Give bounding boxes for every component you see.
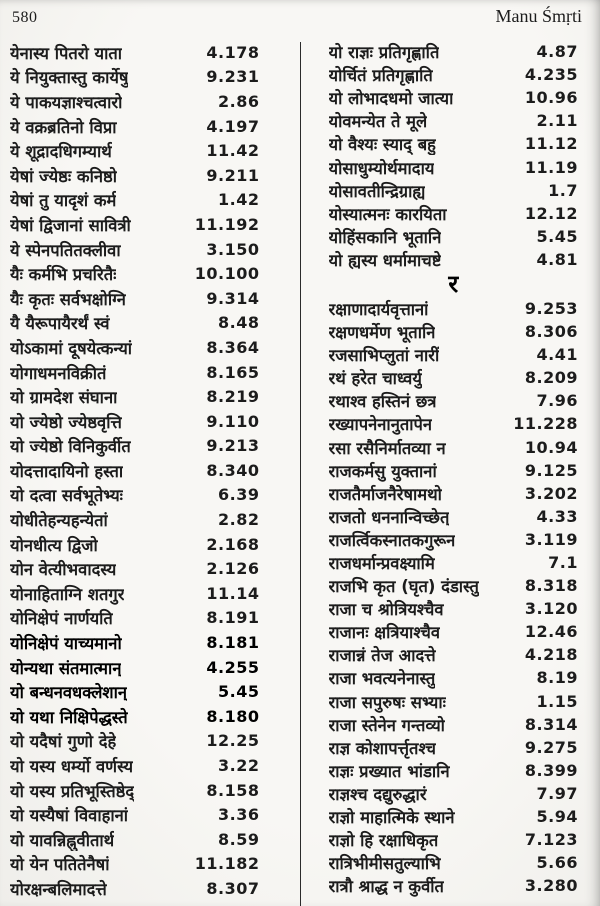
entry-term: योऽकामां दूषयेत्कन्यां (10, 338, 133, 358)
entry-term: यो येन पतितेनैषां (10, 855, 110, 875)
entry-verse-ref: 8.318 (524, 576, 578, 596)
entry-verse-ref: 3.150 (206, 239, 260, 259)
entry-verse-ref: 7.1 (548, 553, 578, 573)
index-entry (329, 343, 579, 366)
index-entry (329, 620, 579, 643)
entry-verse-ref: 5.45 (218, 682, 260, 702)
index-entry (10, 458, 260, 483)
index-entry (329, 320, 579, 343)
entry-term: राजधर्मान्प्रवक्ष्यामि (328, 554, 435, 574)
index-column-left (0, 36, 300, 906)
entry-verse-ref: 8.165 (206, 362, 260, 382)
entry-verse-ref: 11.228 (513, 414, 578, 434)
index-entry (10, 704, 260, 729)
entry-verse-ref: 8.48 (218, 313, 260, 333)
entry-verse-ref: 12.12 (524, 203, 578, 223)
entry-term: राजा भवत्यनेनास्तु (328, 669, 436, 689)
entry-verse-ref: 8.307 (206, 878, 260, 898)
entry-verse-ref: 10.96 (524, 88, 578, 108)
entry-verse-ref: 3.202 (524, 483, 578, 503)
entry-verse-ref: 12.25 (206, 731, 260, 751)
entry-verse-ref: 2.168 (206, 534, 260, 554)
entry-term: यो यस्यैषां विवाहानां (10, 806, 129, 826)
entry-verse-ref: 2.86 (218, 91, 260, 111)
index-entry (10, 507, 260, 532)
entry-verse-ref: 9.211 (206, 165, 260, 185)
entry-term: रथं हरेत चाध्वर्यु (328, 369, 422, 389)
index-entry (329, 412, 579, 435)
entry-verse-ref: 10.100 (194, 264, 260, 284)
entry-term: योस्यात्मनः कारयिता (328, 204, 447, 224)
index-entry (10, 237, 260, 262)
index-entry (10, 188, 260, 213)
entry-term: यो यस्य धर्म्यो वर्णस्य (10, 757, 134, 777)
entry-verse-ref: 3.36 (218, 805, 260, 825)
index-entry (10, 261, 260, 286)
index-entry (329, 86, 579, 109)
entry-term: योन वेत्यीभवादस्य (10, 560, 117, 580)
entry-verse-ref: 11.19 (524, 157, 578, 177)
entry-verse-ref: 8.219 (206, 387, 260, 407)
entry-term: यैः कृतः सर्वभक्षोग्नि (10, 289, 126, 309)
entry-term: राजानः क्षत्रियाश्चैव (328, 623, 440, 643)
entry-term: राज्ञ कोशापर्त्तृतश्च (328, 738, 436, 758)
index-entry (329, 155, 579, 178)
entry-term: राज्ञो हि रक्षाधिकृत (328, 831, 439, 851)
index-entry (329, 666, 579, 689)
index-entry (10, 163, 260, 188)
index-entry (10, 876, 260, 901)
entry-term: येषां तु यादृशं कर्म (10, 191, 117, 211)
index-entry (329, 225, 579, 248)
entry-term: राजा सपुरुषः सभ्याः (328, 692, 446, 712)
entry-verse-ref: 3.120 (524, 599, 578, 619)
index-entry (329, 643, 579, 666)
index-entry (329, 179, 579, 202)
index-entry (329, 63, 579, 86)
entry-term: ये पाकयज्ञाश्चत्वारो (10, 92, 123, 112)
entry-verse-ref: 9.110 (206, 411, 260, 431)
entry-verse-ref: 8.191 (206, 608, 260, 628)
entry-term: राज्ञश्च दद्युरुद्धारं (328, 784, 427, 804)
index-entry (10, 286, 260, 311)
entry-term: रक्षणधर्मेण भूतानि (328, 323, 436, 343)
index-entry (10, 753, 260, 778)
entry-term: रात्रौ श्राद्ध न कुर्वीत (328, 877, 444, 897)
index-entry (329, 574, 579, 597)
entry-verse-ref: 4.41 (536, 345, 578, 365)
entry-verse-ref: 7.96 (536, 391, 578, 411)
index-entry (329, 690, 579, 713)
index-entry (329, 132, 579, 155)
index-entry (329, 202, 579, 225)
entry-term: राज्ञो माहात्मिके स्थाने (328, 808, 455, 828)
index-entry (329, 459, 579, 482)
entry-verse-ref: 1.15 (536, 691, 578, 711)
entry-verse-ref: 9.253 (524, 298, 578, 318)
entry-verse-ref: 12.46 (524, 622, 578, 642)
entry-term: योन्यथा संतमात्मान् (10, 658, 122, 678)
entry-term: योदत्तादायिनो हस्ता (10, 461, 124, 481)
entry-term: योर्चितं प्रतिगृह्णाति (328, 66, 433, 86)
entry-term: योनिक्षेपं नार्णयति (10, 609, 113, 629)
entry-term: येषां द्विजानां सावित्री (10, 215, 131, 235)
entry-term: योनाहिताग्नि शतगुर (10, 584, 125, 604)
index-entry (10, 556, 260, 581)
entry-term: यो बन्धनवधक्लेशान् (10, 683, 128, 703)
entry-verse-ref: 11.12 (524, 134, 578, 154)
entry-term: रथाश्व हस्तिनं छत्र (328, 392, 437, 412)
entry-term: राजभि कृत (घृत) दंडास्तु (328, 577, 479, 597)
entry-term: योसाधुम्योर्थमादाय (328, 158, 435, 178)
entry-verse-ref: 7.123 (524, 830, 578, 850)
entry-verse-ref: 11.182 (194, 854, 260, 874)
index-columns (0, 36, 600, 906)
entry-term: राजतैर्माजनैरेषामथो (328, 484, 442, 504)
index-entry (10, 778, 260, 803)
book-title: Manu Śmṛti (495, 6, 582, 26)
entry-verse-ref: 3.22 (218, 756, 260, 776)
entry-verse-ref: 8.181 (206, 633, 260, 653)
index-entry (10, 114, 260, 139)
index-entry (10, 434, 260, 459)
entry-term: यो ग्रामदेश संघाना (10, 388, 118, 408)
entry-term: रजसाभिप्लुतां नारीं (328, 346, 440, 366)
entry-verse-ref: 4.218 (524, 645, 578, 665)
entry-verse-ref: 6.39 (218, 485, 260, 505)
entry-verse-ref: 8.364 (206, 337, 260, 357)
index-entry (10, 852, 260, 877)
entry-verse-ref: 8.59 (218, 829, 260, 849)
index-entry (10, 384, 260, 409)
entry-term: रात्रिभीमीसतुल्याभि (328, 854, 441, 874)
index-entry (329, 366, 579, 389)
entry-term: योधीतेहन्यहन्येतां (10, 511, 108, 531)
index-entry (329, 851, 579, 874)
entry-term: योगाधमनविक्रीतं (10, 363, 107, 383)
index-entry (10, 532, 260, 557)
entry-verse-ref: 2.11 (536, 111, 578, 131)
entry-term: ये नियुक्तास्तु कार्येषु (10, 68, 129, 88)
entry-verse-ref: 9.231 (206, 67, 260, 87)
entry-term: योवमन्येत ते मूले (328, 112, 428, 132)
index-entry (10, 802, 260, 827)
entry-verse-ref: 9.125 (524, 460, 578, 480)
entry-term: यो ज्येष्ठो विनिकुर्वीत (10, 437, 131, 457)
entry-term: राजा च श्रोत्रियश्चैव (328, 600, 444, 620)
entry-verse-ref: 4.33 (536, 506, 578, 526)
index-entry (329, 828, 579, 851)
index-entry (329, 482, 579, 505)
section-letter-heading: र (448, 270, 459, 299)
index-entry (10, 606, 260, 631)
entry-term: राज्ञः प्रख्यात भांडानि (328, 761, 450, 781)
entry-verse-ref: 9.275 (524, 737, 578, 757)
page-header (0, 0, 600, 30)
index-entry (10, 827, 260, 852)
entry-verse-ref: 10.94 (524, 437, 578, 457)
index-entry (10, 311, 260, 336)
page-number: 580 (12, 9, 38, 26)
entry-verse-ref: 11.192 (194, 214, 260, 234)
entry-term: राजकर्मसु युक्तानां (328, 461, 437, 481)
entry-verse-ref: 4.178 (206, 42, 260, 62)
entry-verse-ref: 7.97 (536, 783, 578, 803)
entry-term: योरक्षन्बलिमादत्ते (10, 879, 107, 899)
index-entry (10, 483, 260, 508)
entry-verse-ref: 8.209 (524, 368, 578, 388)
index-entry (329, 874, 579, 897)
index-entry (10, 630, 260, 655)
entry-verse-ref: 2.126 (206, 559, 260, 579)
entry-term: राजान्नं तेज आदत्ते (328, 646, 436, 666)
index-entry (10, 335, 260, 360)
entry-verse-ref: 9.314 (206, 288, 260, 308)
entry-verse-ref: 3.119 (524, 529, 578, 549)
index-entry (329, 40, 579, 63)
index-entry (10, 65, 260, 90)
index-entry (10, 655, 260, 680)
entry-term: यो दत्वा सर्वभूतेभ्यः (10, 486, 124, 506)
index-entry (10, 360, 260, 385)
entry-term: रसा रसैनिर्मातव्या न (328, 438, 446, 458)
entry-verse-ref: 1.42 (218, 190, 260, 210)
index-entry (329, 597, 579, 620)
index-entry (10, 40, 260, 65)
index-entry (329, 109, 579, 132)
entry-term: येनास्य पितरो याता (10, 43, 123, 63)
index-entry (329, 805, 579, 828)
entry-verse-ref: 8.158 (206, 780, 260, 800)
index-entry (329, 551, 579, 574)
entry-term: यो यस्य प्रतिभूस्तिष्ठेद् (10, 781, 135, 801)
entry-term: रख्यापनेनानुतापेन (328, 415, 433, 435)
entry-term: राजर्त्विकस्नातकगुरून (328, 530, 456, 550)
entry-term: योनधीत्य द्विजो (10, 535, 98, 555)
entry-term: यो राज्ञः प्रतिगृह्णाति (328, 43, 440, 63)
index-entry (10, 679, 260, 704)
entry-term: यैः कर्मभि प्रचरितैः (10, 265, 117, 285)
entry-verse-ref: 2.82 (218, 510, 260, 530)
index-entry (10, 581, 260, 606)
entry-verse-ref: 1.7 (548, 180, 578, 200)
index-entry (10, 409, 260, 434)
entry-term: राजतो धननान्विच्छेत् (328, 507, 450, 527)
entry-term: यो वैश्यः स्याद् बहु (328, 135, 436, 155)
entry-verse-ref: 5.66 (536, 853, 578, 873)
entry-term: येषां ज्येष्ठः कनिष्ठो (10, 166, 118, 186)
entry-term: राजा स्तेनेन गन्तव्यो (328, 715, 445, 735)
index-entry (329, 713, 579, 736)
entry-term: रक्षाणादार्यवृत्तानां (328, 299, 429, 319)
entry-term: यो यथा निक्षिपेद्धस्ते (10, 707, 128, 727)
entry-verse-ref: 4.235 (524, 65, 578, 85)
index-entry (329, 505, 579, 528)
entry-verse-ref: 8.19 (536, 668, 578, 688)
entry-term: यो ज्येष्ठो ज्येष्ठवृत्ति (10, 412, 122, 432)
entry-verse-ref: 8.314 (524, 714, 578, 734)
index-column-right (301, 36, 600, 906)
entry-verse-ref: 3.280 (524, 876, 578, 896)
entry-verse-ref: 4.87 (536, 42, 578, 62)
entry-term: यो यदैषां गुणो देहे (10, 732, 117, 752)
entry-term: ये वक्रब्रतिनो विप्रा (10, 117, 117, 137)
entry-verse-ref: 4.81 (536, 249, 578, 269)
index-entry (329, 389, 579, 412)
entry-verse-ref: 8.306 (524, 322, 578, 342)
entry-verse-ref: 11.42 (206, 141, 260, 161)
index-entry (10, 212, 260, 237)
index-entry (10, 138, 260, 163)
entry-term: ये स्पेनपतितक्लीवा (10, 240, 121, 260)
entry-verse-ref: 8.180 (206, 706, 260, 726)
index-entry (329, 759, 579, 782)
index-entry (329, 782, 579, 805)
entry-verse-ref: 8.340 (206, 460, 260, 480)
entry-term: यो लोभादधमो जात्या (328, 89, 454, 109)
entry-term: योसावतीन्द्रिग्राह्य (328, 181, 426, 201)
entry-term: ये शूद्रादधिगम्यार्थ (10, 142, 112, 162)
entry-verse-ref: 11.14 (206, 583, 260, 603)
entry-term: यो यावन्निह्नुवीतार्थ (10, 830, 115, 850)
index-entry (10, 89, 260, 114)
entry-verse-ref: 4.197 (206, 116, 260, 136)
entry-term: योनिक्षेपं याच्यमानो (10, 634, 122, 654)
entry-verse-ref: 4.255 (206, 657, 260, 677)
entry-verse-ref: 5.94 (536, 807, 578, 827)
index-entry (329, 736, 579, 759)
entry-verse-ref: 5.45 (536, 226, 578, 246)
index-entry (10, 729, 260, 754)
entry-verse-ref: 9.213 (206, 436, 260, 456)
entry-term: यो ह्यस्य धर्मामाचष्टे (328, 250, 442, 270)
entry-verse-ref: 8.399 (524, 760, 578, 780)
entry-term: यै यैरूपायैरर्थं स्वं (10, 314, 110, 334)
index-entry (329, 436, 579, 459)
entry-term: योहिंसकानि भूतानि (328, 227, 442, 247)
index-entry (329, 528, 579, 551)
